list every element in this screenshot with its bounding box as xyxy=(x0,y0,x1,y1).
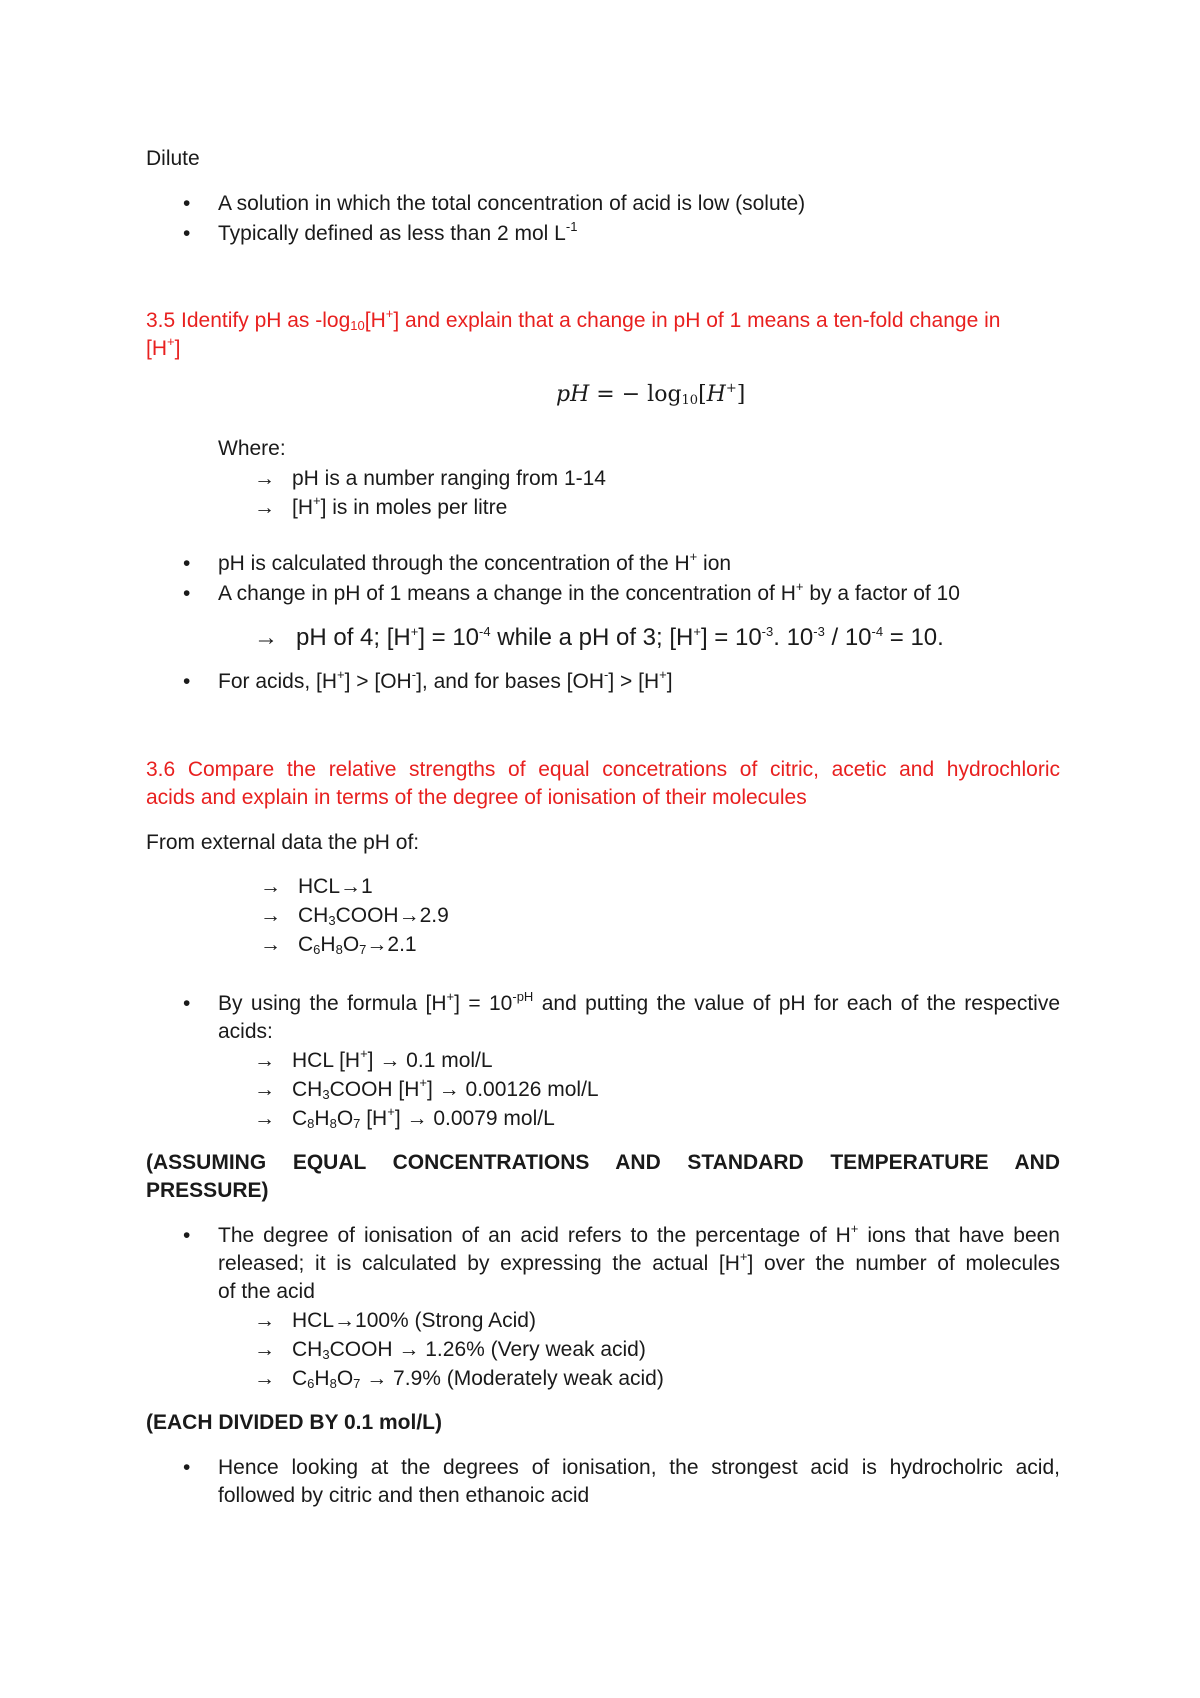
assumption-note: (ASSUMING EQUAL CONCENTRATIONS AND STANDARD TEMPERATURE AND xyxy=(146,1151,1060,1174)
arrow-icon: → xyxy=(254,1309,275,1332)
division-note: (EACH DIVIDED BY 0.1 mol/L) xyxy=(146,1411,442,1434)
degree-acetic: $CH_3COOH \to 1.26\%$ (Very weak acid) xyxy=(292,1338,646,1362)
ph-bullet-2: • A change in pH of 1 means a change in the concentration of H+ by a factor of 10 xyxy=(218,580,960,608)
where-label: Where: xyxy=(218,437,286,460)
ph-intro: From external data the pH of: xyxy=(146,831,420,854)
conc-citric: $C_8H_8O_7$ [H+] → 0.0079 mol/L xyxy=(292,1104,555,1131)
conc-hcl: HCL [H+] → 0.1 mol/L xyxy=(292,1046,493,1072)
ph-hcl: HCL→1 xyxy=(298,875,373,898)
arrow-icon: → xyxy=(254,1338,275,1361)
formula-bullet-line2: acids: xyxy=(218,1020,273,1043)
dilute-heading: Dilute xyxy=(146,147,200,170)
arrow-icon: → xyxy=(260,904,281,927)
degree-bullet: • The degree of ionisation of an acid refers to the percentage of H+ ions that have been xyxy=(218,1222,1060,1250)
conc-acetic: $CH_3COOH$ [H+] → 0.00126 mol/L xyxy=(292,1075,599,1102)
section-3-5-heading-line2: [H+] xyxy=(146,334,181,360)
degree-citric: $C_6H_8O_7 \to 7.9\%$ (Moderately weak acid) xyxy=(292,1367,664,1391)
dilute-bullet-2: • Typically defined as less than 2 mol $L^{-1}$ xyxy=(218,220,577,248)
arrow-icon: → xyxy=(254,1078,275,1101)
ph-example: pH of 4; $[H^+] = 10^{-4}$ while a pH of 3; $[H^+] = 10^{-3}$. $10^{-3} / 10^{-4} = 10$. xyxy=(296,624,944,651)
where-item-1: pH is a number ranging from 1-14 xyxy=(292,467,606,490)
section-3-5-heading: 3.5 Identify pH as $-\log_{10}[H^+]$ and explain that a change in pH of 1 means a ten-fold change in xyxy=(146,306,1001,333)
ph-bullet-1: • pH is calculated through the concentration of the H+ ion xyxy=(218,550,731,578)
conclusion-bullet-line2: followed by citric and then ethanoic acid xyxy=(218,1484,590,1507)
degree-bullet-line2: released; it is calculated by expressing the actual [H+] over the number of molecules xyxy=(218,1249,1060,1275)
section-3-6-heading: 3.6 Compare the relative strengths of equal concetrations of citric, acetic and hydrochloric xyxy=(146,758,1060,781)
arrow-icon: → xyxy=(254,624,278,651)
arrow-icon: → xyxy=(260,933,281,956)
arrow-icon: → xyxy=(254,467,275,490)
ph-formula: pH = − $\log_{10}[H^+]$ xyxy=(556,381,746,408)
assumption-note-line2: PRESSURE) xyxy=(146,1179,269,1202)
where-item-2: [H+] is in moles per litre xyxy=(292,493,508,519)
acids-bases-bullet: • For acids, [H+] > [OH-], and for bases [OH-] > [H+] xyxy=(218,668,673,696)
ph-citric: $C_6H_8O_7\to 2.1$ xyxy=(298,933,417,957)
degree-hcl: HCL→100% (Strong Acid) xyxy=(292,1309,536,1332)
arrow-icon: → xyxy=(254,496,275,519)
section-3-6-heading-line2: acids and explain in terms of the degree of ionisation of their molecules xyxy=(146,786,807,809)
formula-bullet: • By using the formula $[H^+] = 10^{-pH}$ and putting the value of pH for each of the respective xyxy=(218,990,1060,1018)
degree-bullet-line3: of the acid xyxy=(218,1280,315,1303)
arrow-icon: → xyxy=(260,875,281,898)
conclusion-bullet: • Hence looking at the degrees of ionisation, the strongest acid is hydrocholric acid, xyxy=(218,1454,1060,1482)
arrow-icon: → xyxy=(254,1367,275,1390)
dilute-bullet-1: • A solution in which the total concentration of acid is low (solute) xyxy=(218,190,805,218)
arrow-icon: → xyxy=(254,1049,275,1072)
arrow-icon: → xyxy=(254,1107,275,1130)
ph-acetic: $CH_3COOH\to 2.9$ xyxy=(298,904,449,928)
